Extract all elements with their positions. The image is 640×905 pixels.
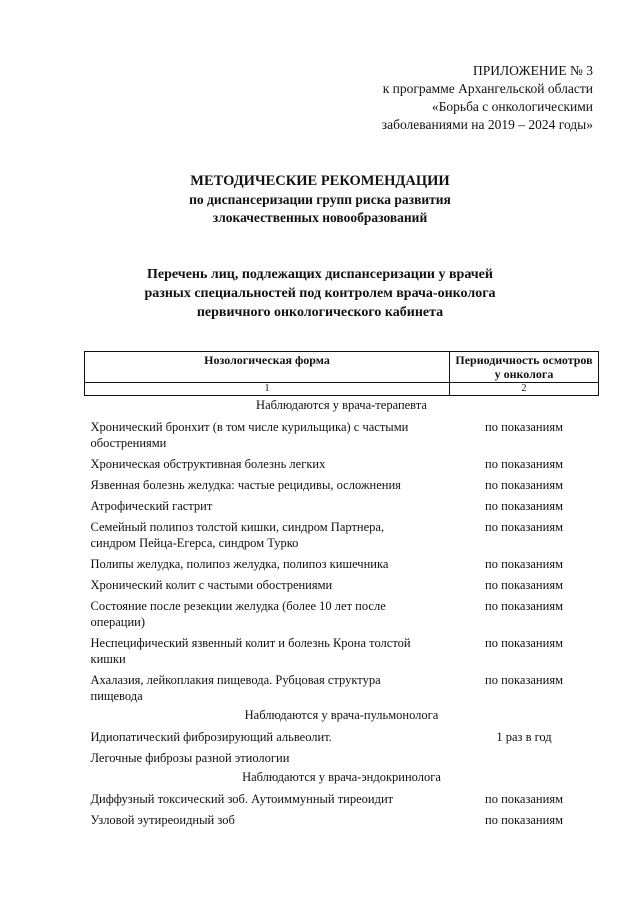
title-sub-line: по диспансеризации групп риска развития	[189, 192, 451, 207]
title-sub-line: злокачественных новообразований	[212, 210, 428, 225]
nosological-form-cell: Семейный полипоз толстой кишки, синдром Партнера, синдром Пейца-Егерса, синдром Турко	[90, 520, 385, 550]
periodicity-cell: по показаниям	[485, 792, 563, 806]
column-number-row	[85, 383, 599, 396]
appendix-line: к программе Архангельской области	[382, 81, 593, 96]
table-row	[85, 474, 599, 495]
dispensary-table	[84, 351, 599, 830]
appendix-line: ПРИЛОЖЕНИЕ № 3	[472, 63, 593, 78]
list-title-line: разных специальностей под контролем врача-онколога	[144, 286, 496, 301]
periodicity-cell: по показаниям	[485, 636, 563, 650]
table-row	[85, 726, 599, 747]
list-title	[0, 265, 640, 322]
table-row	[85, 669, 599, 706]
periodicity-cell: по показаниям	[485, 420, 563, 434]
nosological-form-cell: Ахалазия, лейкоплакия пищевода. Рубцовая структура пищевода	[90, 673, 381, 703]
periodicity-cell: по показаниям	[485, 813, 563, 827]
periodicity-cell: по показаниям	[485, 499, 563, 513]
nosological-form-cell: Полипы желудка, полипоз желудка, полипоз кишечника	[90, 557, 389, 571]
periodicity-cell: по показаниям	[485, 673, 563, 687]
periodicity-cell: по показаниям	[485, 520, 563, 534]
nosological-form-cell: Узловой эутиреоидный зоб	[90, 813, 235, 827]
table-row	[85, 495, 599, 516]
nosological-form-cell: Диффузный токсический зоб. Аутоиммунный тиреоидит	[90, 792, 394, 806]
appendix-line: заболеваниями на 2019 – 2024 годы»	[381, 117, 593, 132]
periodicity-cell: по показаниям	[485, 478, 563, 492]
nosological-form-cell: Хроническая обструктивная болезнь легких	[90, 457, 326, 471]
periodicity-cell	[450, 747, 599, 768]
periodicity-cell: по показаниям	[485, 557, 563, 571]
appendix-header	[382, 62, 593, 134]
column-number: 1	[85, 383, 450, 396]
table-row	[85, 747, 599, 768]
section-title: Наблюдаются у врача-эндокринолога	[242, 770, 441, 784]
column-number: 2	[450, 383, 599, 396]
periodicity-cell: по показаниям	[485, 599, 563, 613]
header-periodicity: Периодичность осмотров у онколога	[450, 352, 599, 383]
nosological-form-cell: Язвенная болезнь желудка: частые рецидивы, осложнения	[90, 478, 401, 492]
table-row	[85, 632, 599, 669]
list-title-line: первичного онкологического кабинета	[196, 305, 444, 320]
table-header-row	[85, 352, 599, 383]
nosological-form-cell: Идиопатический фиброзирующий альвеолит.	[90, 730, 332, 744]
table-row	[85, 553, 599, 574]
nosological-form-cell: Состояние после резекции желудка (более 10 лет после операции)	[90, 599, 386, 629]
nosological-form-cell: Неспецифический язвенный колит и болезнь Крона толстой кишки	[90, 636, 411, 666]
section-row	[85, 768, 599, 788]
nosological-form-cell: Хронический бронхит (в том числе курильщика) с частыми обострениями	[90, 420, 409, 450]
list-title-line: Перечень лиц, подлежащих диспансеризации у врачей	[147, 267, 493, 282]
table-row	[85, 453, 599, 474]
table-body	[85, 396, 599, 831]
section-title: Наблюдаются у врача-пульмонолога	[244, 708, 439, 722]
table-row	[85, 595, 599, 632]
table-row	[85, 416, 599, 453]
periodicity-cell: по показаниям	[485, 457, 563, 471]
section-row	[85, 706, 599, 726]
nosological-form-cell: Хронический колит с частыми обострениями	[90, 578, 333, 592]
periodicity-cell: 1 раз в год	[496, 730, 552, 744]
appendix-line: «Борьба с онкологическими	[431, 99, 593, 114]
nosological-form-cell: Легочные фиброзы разной этиологии	[90, 751, 290, 765]
header-nosological-form: Нозологическая форма	[85, 352, 450, 383]
table-row	[85, 574, 599, 595]
nosological-form-cell: Атрофический гастрит	[90, 499, 213, 513]
table-row	[85, 516, 599, 553]
section-title: Наблюдаются у врача-терапевта	[256, 398, 427, 412]
section-row	[85, 396, 599, 417]
document-title	[0, 172, 640, 227]
table-row	[85, 788, 599, 809]
title-main: МЕТОДИЧЕСКИЕ РЕКОМЕНДАЦИИ	[190, 173, 450, 189]
periodicity-cell: по показаниям	[485, 578, 563, 592]
table-row	[85, 809, 599, 830]
